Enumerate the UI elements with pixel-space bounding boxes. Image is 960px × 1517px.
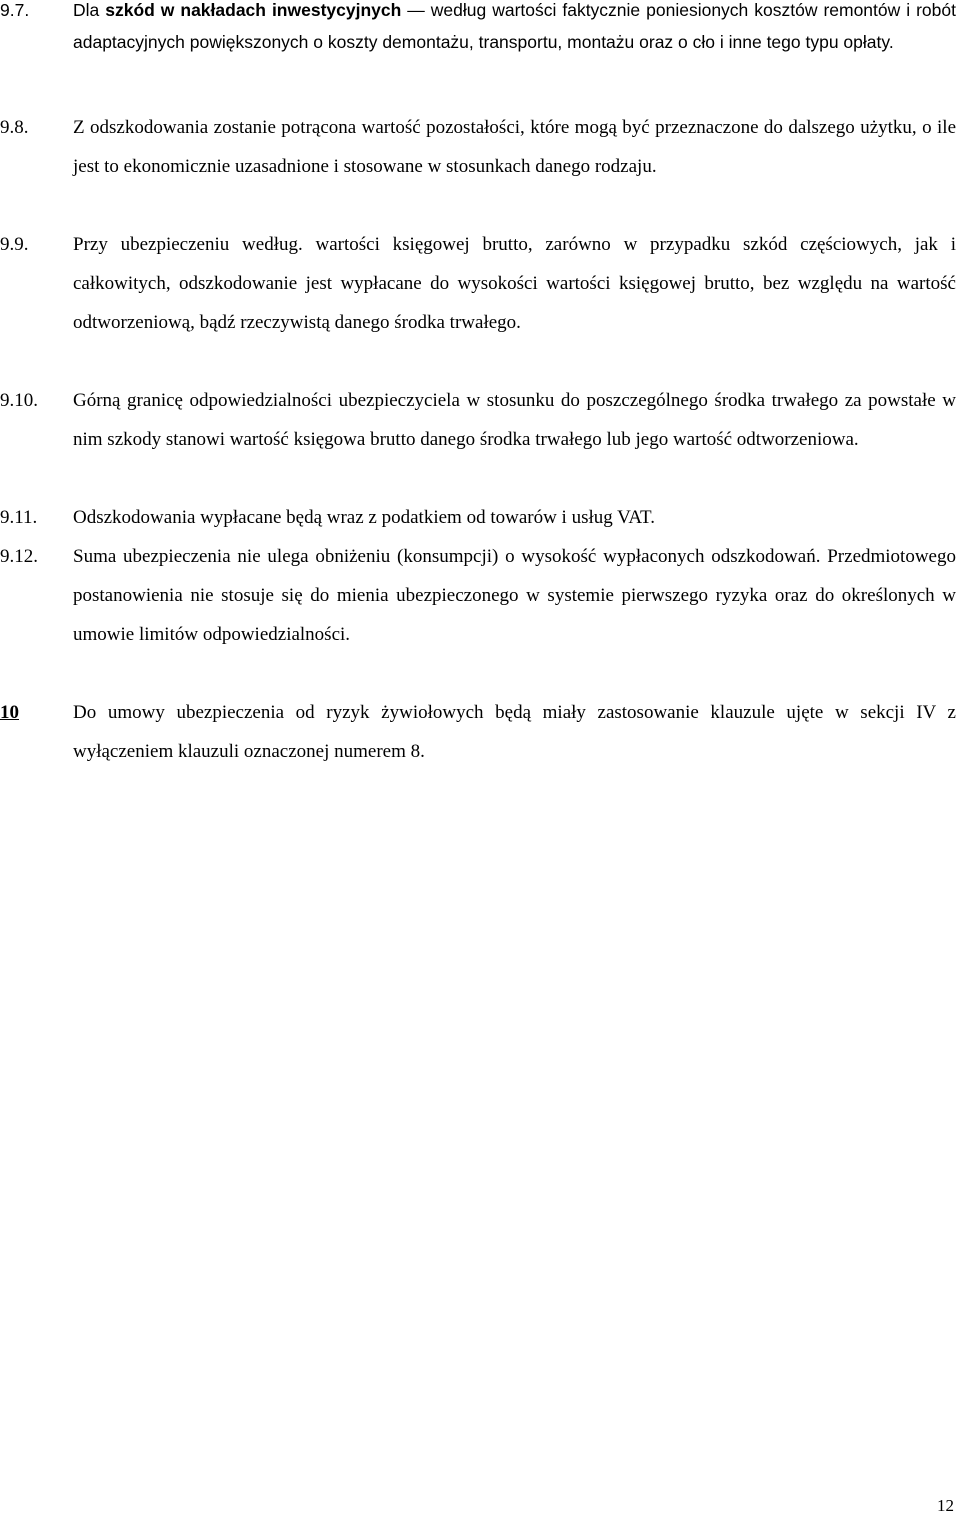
section-9-10 [0,381,956,459]
page-number: 12 [937,1496,954,1515]
section-text: Przy ubezpieczeniu według. wartości księgowej brutto, zarówno w przypadku szkód częściowych, jak i całkowitych, odszkodowanie jest wypłacane do wysokości wartości księgowej brutto, bez względu na wartość odtworzeniową, bądź rzeczywistą danego środka trwałego. [73,234,956,333]
section-text [73,0,956,58]
section-text: Z odszkodowania zostanie potrącona wartość pozostałości, które mogą być przeznaczone do dalszego użytku, o ile jest to ekonomicznie uzasadnione i stosowane w stosunkach danego rodzaju. [73,117,956,177]
section-number: 9.11. [0,507,38,528]
section-10 [0,693,956,771]
section-number: 9.12. [0,546,38,567]
section-number: 9.10. [0,390,38,411]
dash: — [401,0,431,20]
text-prefix: Dla [73,0,106,20]
section-text: Do umowy ubezpieczenia od ryzyk żywiołowych będą miały zastosowanie klauzule ujęte w sekcji IV z wyłączeniem klauzuli oznaczonej numerem 8. [73,702,956,762]
section-number: 9.7. [0,0,30,20]
section-text: Suma ubezpieczenia nie ulega obniżeniu (konsumpcji) o wysokość wypłaconych odszkodowań. Przedmiotowego postanowienia nie stosuje się do mienia ubezpieczonego w systemie pierwszego ryzyka oraz do określonych w umowie limitów odpowiedzialności. [73,546,956,645]
section-9-7 [0,0,956,58]
section-text: Górną granicę odpowiedzialności ubezpieczyciela w stosunku do poszczególnego środka trwałego za powstałe w nim szkody stanowi wartość księgowa brutto danego środka trwałego lub jego wartość odtworzeniowa. [73,390,956,450]
section-9-12 [0,537,956,654]
section-number: 9.9. [0,234,29,255]
section-9-9 [0,225,956,342]
section-9-8 [0,108,956,186]
section-number: 10 [0,702,19,723]
section-number: 9.8. [0,117,29,138]
text-rest: według wartości faktycznie poniesionych kosztów remontów i robót adaptacyjnych powiększonych o koszty demontażu, transportu, montażu oraz o cło i inne tego typu opłaty. [73,0,956,52]
bold-phrase: szkód w nakładach inwestycyjnych [105,0,402,20]
section-9-11 [0,498,956,537]
section-text: Odszkodowania wypłacane będą wraz z podatkiem od towarów i usług VAT. [73,507,655,528]
